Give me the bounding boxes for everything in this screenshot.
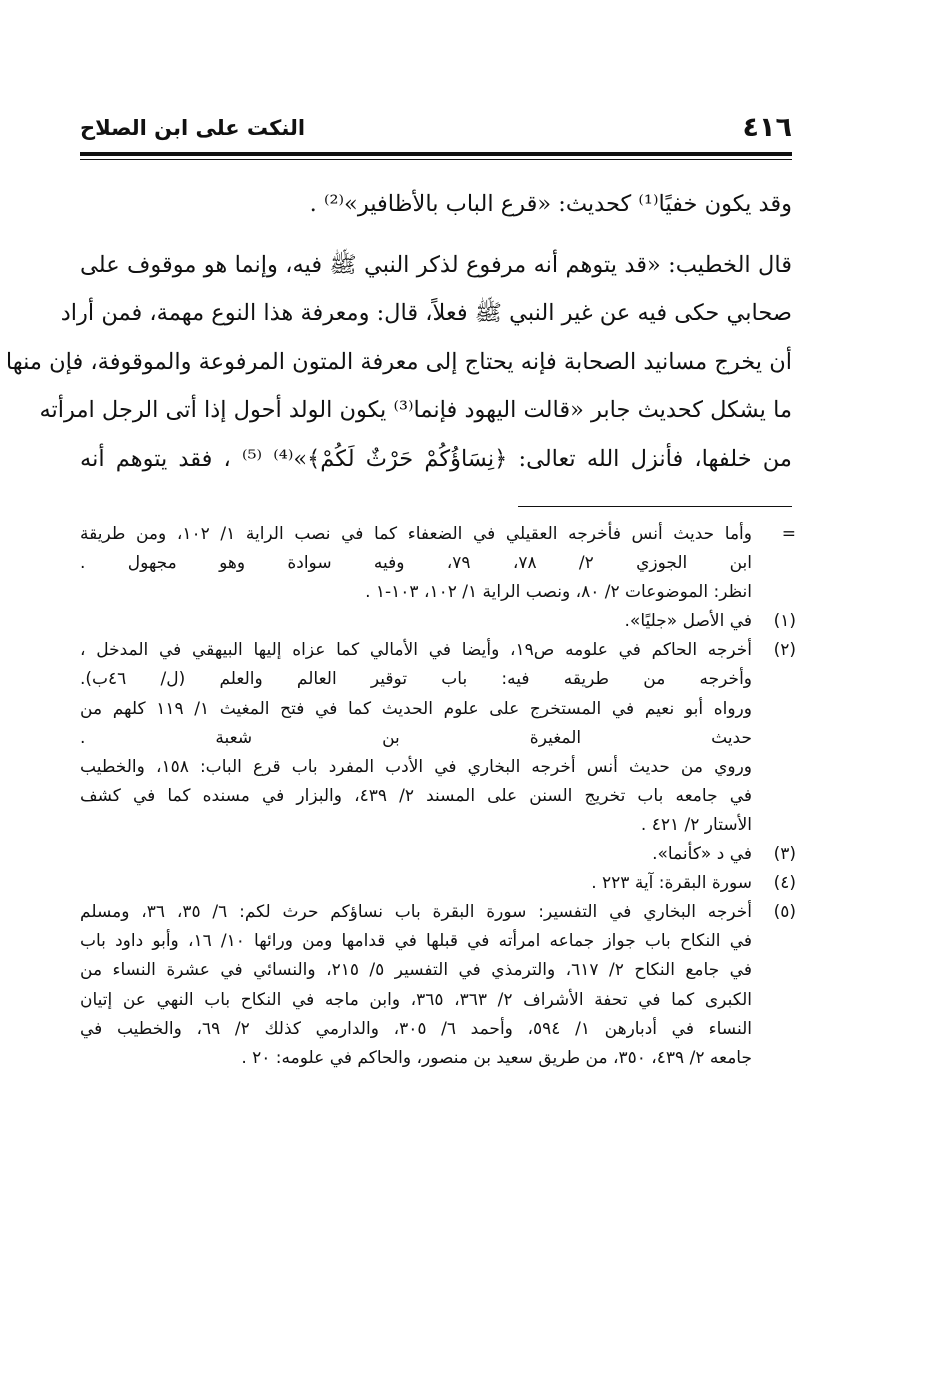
footnote-line: جامعه ٢/ ٤٣٩، ٣٥٠، من طريق سعيد بن منصور، والحاكم في علومه: ٢٠ . — [241, 1047, 752, 1068]
footnote-item — [80, 869, 796, 898]
footnote-item — [80, 840, 796, 869]
footnote-line: في د «كأنما». — [652, 844, 752, 865]
text-line: من خلفها، فأنزل الله تعالى: ﴿نِسَاؤُكُمْ حَرْثٌ لَكُمْ﴾»⁽⁴⁾ ⁽⁵⁾ ، فقد يتوهم أنه — [80, 445, 792, 472]
page-number: ٤١٦ — [742, 112, 792, 143]
main-text — [5, 180, 792, 484]
text-line: قال الخطيب: «قد يتوهم أنه مرفوع لذكر النبي ﷺ فيه، وإنما هو موقوف على — [80, 251, 792, 278]
text-line: وقد يكون خفيًا⁽¹⁾ كحديث: «قرع الباب بالأظافير»⁽²⁾ . — [309, 191, 792, 217]
footnote-marker: (٥) — [773, 902, 796, 923]
footnote-line: ابن الجوزي ٢/ ٧٨، ٧٩، وفيه سوادة وهو مجهول . — [80, 553, 752, 574]
paragraph-1 — [80, 180, 792, 229]
footnote-item — [80, 898, 796, 1073]
text-line: ما يشكل كحديث جابر «قالت اليهود فإنما⁽³⁾ يكون الولد أحول إذا أتى الرجل امرأته — [39, 397, 792, 424]
footnote-item — [80, 520, 796, 607]
footnote-item — [80, 607, 796, 636]
footnote-line: سورة البقرة: آية ٢٢٣ . — [591, 873, 752, 894]
footnote-line: أخرجه الحاكم في علومه ص١٩، وأيضا في الأمالي كما عزاه إليها البيهقي في المدخل ، — [80, 640, 753, 661]
footnote-marker: (٤) — [773, 873, 796, 894]
footnote-line: في الأصل «جليًا». — [624, 611, 752, 632]
footnote-separator — [518, 506, 792, 507]
text-line: صحابي حكى فيه عن غير النبي ﷺ فعلاً، قال: ومعرفة هذا النوع مهمة، فمن أراد — [60, 300, 792, 327]
footnote-line: وروي من حديث أنس أخرجه البخاري في الأدب المفرد باب قرع الباب: ١٥٨، والخطيب — [80, 756, 753, 777]
footnote-marker: = — [781, 524, 796, 544]
footnote-item — [80, 636, 796, 840]
footnote-line: في جامعه باب تخريج السنن على المسند ٢/ ٤٣٩، والبزار في مسنده كما في كشف — [80, 785, 752, 806]
footnote-marker: (٣) — [773, 844, 796, 865]
text-line: أن يخرج مسانيد الصحابة فإنه يحتاج إلى معرفة المتون المرفوعة والموقوفة، فإن منها — [5, 348, 792, 375]
footnote-line: وأخرجه من طريقه فيه: باب توقير العالم والعلم (ل/ ٤٦ب). — [80, 669, 752, 690]
footnote-line: النساء في أدبارهن ١/ ٥٩٤، وأحمد ٦/ ٣٠٥، والدارمي كذلك ٢/ ٦٩، والخطيب في — [80, 1018, 752, 1039]
page-header — [80, 108, 792, 148]
footnotes — [80, 520, 796, 1073]
footnote-line: وأما حديث أنس فأخرجه العقيلي في الضعفاء كما في نصب الراية ١/ ١٠٢، ومن طريقة — [80, 524, 752, 544]
footnote-marker: (١) — [773, 611, 796, 632]
header-rule-thick — [80, 152, 792, 156]
footnote-marker: (٢) — [773, 640, 796, 661]
paragraph-2 — [5, 241, 792, 484]
footnote-line: ورواه أبو نعيم في المستخرج على علوم الحديث كما في فتح المغيث ١/ ١١٩ كلهم من — [80, 698, 752, 719]
footnote-line: الأستار ٢/ ٤٢١ . — [640, 814, 752, 835]
footnote-line: الكبرى كما في تحفة الأشراف ٢/ ٣٦٣، ٣٦٥، وابن ماجه في النكاح باب النهي عن إتيان — [80, 989, 752, 1010]
footnote-line: انظر: الموضوعات ٢/ ٨٠، ونصب الراية ١/ ١٠٢، ١٠٣-١ . — [365, 582, 752, 603]
header-rule-thin — [80, 159, 792, 160]
book-title: النكت على ابن الصلاح — [80, 116, 306, 140]
footnote-line: حديث المغيرة بن شعبة . — [80, 727, 752, 748]
footnote-line: في جامع النكاح ٢/ ٦١٧، والترمذي في التفسير ٥/ ٢١٥، والنسائي في عشرة النساء من — [80, 960, 752, 981]
footnote-line: في النكاح باب جواز جماعه امرأته في قبلها في قدامها ومن ورائها ١٠/ ١٦، وأبو داود باب — [80, 931, 752, 952]
footnote-line: أخرجه البخاري في التفسير: سورة البقرة باب نساؤكم حرث لكم: ٦/ ٣٥، ٣٦، ومسلم — [80, 902, 752, 923]
